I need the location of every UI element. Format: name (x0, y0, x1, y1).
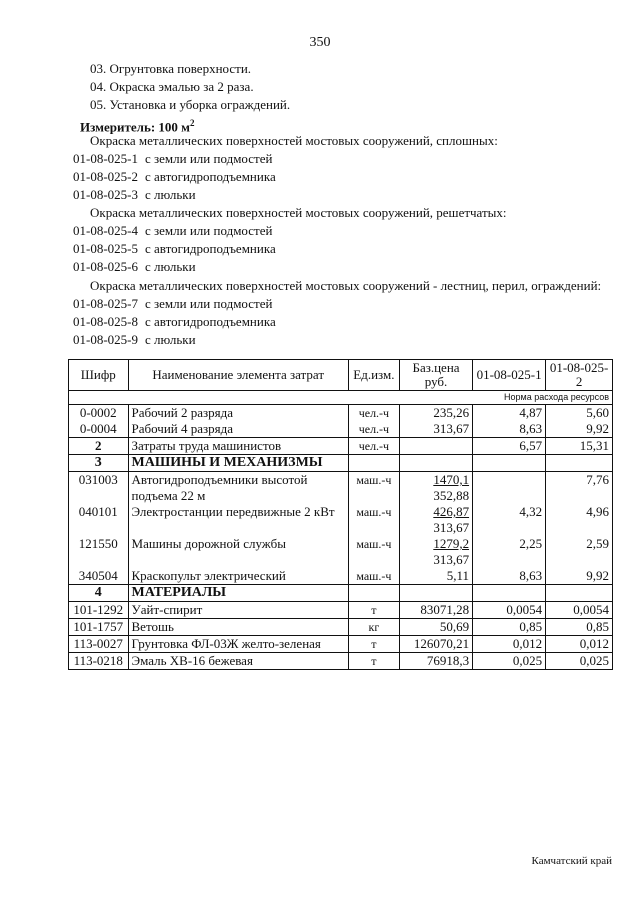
cell-v1: 4,87 (473, 405, 546, 422)
section-number: 4 (69, 585, 129, 602)
cell-unit: кг (348, 619, 399, 636)
cell-price: 50,69 (399, 619, 472, 636)
cell-v2: 9,92 (546, 421, 613, 438)
cell-name (128, 504, 348, 536)
code-line (73, 258, 196, 276)
cell-name: Эмаль ХВ-16 бежевая (128, 653, 348, 670)
cell-v2: 15,31 (546, 438, 613, 455)
cell-name: Ветошь (128, 619, 348, 636)
table-row (69, 536, 613, 568)
price-line: 313,67 (433, 552, 470, 567)
code: 01-08-025-9 (73, 332, 138, 347)
header-col1: 01-08-025-1 (473, 360, 546, 391)
table-header (69, 360, 613, 391)
code-line (73, 331, 196, 349)
name-line: Электростанции передвижные 2 кВт (131, 504, 335, 519)
table-row (69, 472, 613, 505)
cell-name: Краскопульт электрический (128, 568, 348, 585)
section-title: МАТЕРИАЛЫ (128, 585, 348, 602)
operation-line: 04. Окраска эмалью за 2 раза. (90, 79, 254, 94)
cell-v1: 0,85 (473, 619, 546, 636)
cell-code: 340504 (69, 568, 129, 585)
cell-name (128, 472, 348, 505)
code-text: с земли или подмостей (145, 223, 273, 238)
cell-unit: чел.-ч (348, 405, 399, 422)
cell-unit: чел.-ч (348, 421, 399, 438)
code-text: с автогидроподъемника (145, 314, 276, 329)
cell-code: 0-0002 (69, 405, 129, 422)
page-number: 350 (309, 35, 331, 50)
footer-region: Камчатский край (531, 855, 612, 867)
cell-unit: т (348, 602, 399, 619)
table-row (69, 619, 613, 636)
cell-name: Рабочий 2 разряда (128, 405, 348, 422)
cell-code: 040101 (69, 504, 129, 536)
cell-unit: маш.-ч (348, 568, 399, 585)
section-title: МАШИНЫ И МЕХАНИЗМЫ (128, 455, 348, 472)
cell-code: 101-1292 (69, 602, 129, 619)
code: 01-08-025-3 (73, 187, 138, 202)
code: 01-08-025-6 (73, 259, 138, 274)
cell-v2: 0,025 (546, 653, 613, 670)
operation-line: 03. Огрунтовка поверхности. (90, 61, 252, 76)
cell-v2: 0,85 (546, 619, 613, 636)
cell-price (399, 504, 472, 536)
group-title: Окраска металлических поверхностей мостовых сооружений, сплошных: (90, 133, 498, 148)
cell-unit: т (348, 636, 399, 653)
code-line (73, 313, 276, 331)
code: 01-08-025-8 (73, 314, 138, 329)
cell-v2: 0,012 (546, 636, 613, 653)
cell-price: 5,11 (399, 568, 472, 585)
cell-unit: маш.-ч (348, 504, 399, 536)
norm-label: Норма расхода ресурсов (69, 391, 613, 405)
cell-unit: чел.-ч (348, 438, 399, 455)
code-line (73, 168, 276, 186)
price-line: 426,87 (433, 504, 470, 519)
cell-unit: т (348, 653, 399, 670)
cell-unit: маш.-ч (348, 472, 399, 505)
price-line: 1279,2 (433, 536, 470, 551)
code-line (73, 295, 272, 313)
cell-v2: 9,92 (546, 568, 613, 585)
cell-price: 83071,28 (399, 602, 472, 619)
code-line (73, 150, 272, 168)
price-line: 313,67 (433, 520, 470, 535)
cell-v1: 0,012 (473, 636, 546, 653)
code-text: с люльки (145, 332, 196, 347)
cell-v1: 8,63 (473, 568, 546, 585)
operation-line: 05. Установка и уборка ограждений. (90, 97, 291, 112)
cell-v1: 8,63 (473, 421, 546, 438)
cell-code: 2 (69, 438, 129, 455)
cell-unit: маш.-ч (348, 536, 399, 568)
table-row (69, 405, 613, 422)
norm-row (69, 391, 613, 405)
cell-price: 126070,21 (399, 636, 472, 653)
header-price: Баз.цена руб. (399, 360, 472, 391)
cell-price (399, 472, 472, 505)
section-row (69, 585, 613, 602)
cell-code: 0-0004 (69, 421, 129, 438)
table-row (69, 653, 613, 670)
cell-name: Уайт-спирит (128, 602, 348, 619)
cell-name: Грунтовка ФЛ-03Ж желто-зеленая (128, 636, 348, 653)
table-row (69, 602, 613, 619)
name-line: подъема 22 м (131, 488, 206, 503)
cell-price: 313,67 (399, 421, 472, 438)
code: 01-08-025-5 (73, 241, 138, 256)
cell-v2: 4,96 (546, 504, 613, 536)
cell-v2: 0,0054 (546, 602, 613, 619)
code: 01-08-025-2 (73, 169, 138, 184)
section-number: 3 (69, 455, 129, 472)
cell-code: 121550 (69, 536, 129, 568)
cell-v1 (473, 472, 546, 505)
cell-price (399, 438, 472, 455)
code-line (73, 186, 196, 204)
code-text: с автогидроподъемника (145, 169, 276, 184)
code: 01-08-025-1 (73, 151, 138, 166)
cell-name (128, 536, 348, 568)
table-row (69, 636, 613, 653)
resource-table (68, 359, 613, 670)
price-line: 1470,1 (433, 472, 470, 487)
code-text: с люльки (145, 259, 196, 274)
code: 01-08-025-7 (73, 296, 138, 311)
code: 01-08-025-4 (73, 223, 138, 238)
cell-price (399, 536, 472, 568)
measure-label: Измеритель: 100 м (80, 119, 191, 135)
cell-price: 235,26 (399, 405, 472, 422)
cell-name: Затраты труда машинистов (128, 438, 348, 455)
code-text: с земли или подмостей (145, 151, 273, 166)
section-row (69, 455, 613, 472)
table-row (69, 504, 613, 536)
group-title: Окраска металлических поверхностей мостовых сооружений, решетчатых: (90, 205, 507, 220)
code-text: с земли или подмостей (145, 296, 273, 311)
code-line (73, 240, 276, 258)
cell-v1: 0,025 (473, 653, 546, 670)
cell-name: Рабочий 4 разряда (128, 421, 348, 438)
header-unit: Ед.изм. (348, 360, 399, 391)
table-row (69, 421, 613, 438)
cell-v1: 4,32 (473, 504, 546, 536)
header-code: Шифр (69, 360, 129, 391)
cell-v2: 7,76 (546, 472, 613, 505)
table-row (69, 438, 613, 455)
cell-code: 031003 (69, 472, 129, 505)
price-line: 352,88 (433, 488, 470, 503)
name-line: Машины дорожной службы (131, 536, 286, 551)
code-text: с автогидроподъемника (145, 241, 276, 256)
cell-v1: 2,25 (473, 536, 546, 568)
cell-code: 113-0218 (69, 653, 129, 670)
name-line: Автогидроподъемники высотой (131, 472, 308, 487)
measure-sup: 2 (190, 118, 195, 128)
cell-v2: 5,60 (546, 405, 613, 422)
cell-v2: 2,59 (546, 536, 613, 568)
header-name: Наименование элемента затрат (128, 360, 348, 391)
cell-price: 76918,3 (399, 653, 472, 670)
code-text: с люльки (145, 187, 196, 202)
group-title: Окраска металлических поверхностей мостовых сооружений - лестниц, перил, ограждений: (90, 278, 602, 293)
cell-code: 101-1757 (69, 619, 129, 636)
cell-v1: 0,0054 (473, 602, 546, 619)
cell-v1: 6,57 (473, 438, 546, 455)
header-col2: 01-08-025-2 (546, 360, 613, 391)
code-line (73, 222, 272, 240)
table-row (69, 568, 613, 585)
cell-code: 113-0027 (69, 636, 129, 653)
